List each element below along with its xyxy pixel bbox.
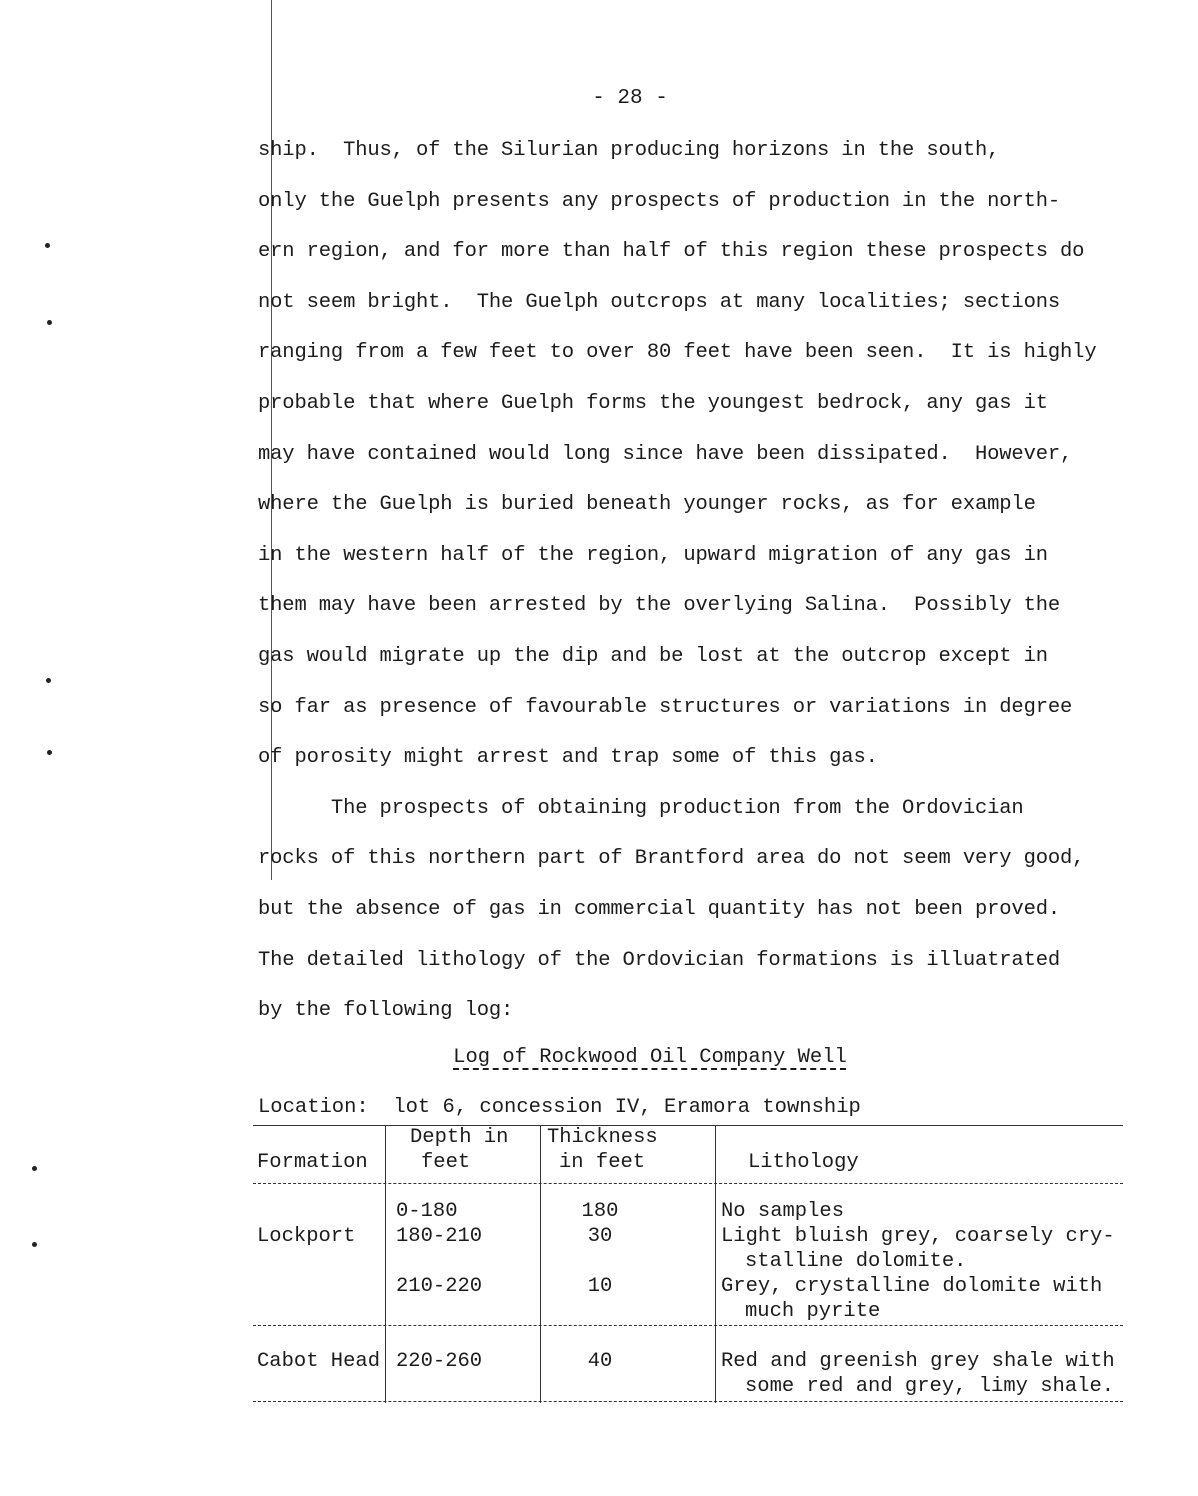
log-location: Location: lot 6, concession IV, Eramora township <box>258 1096 861 1119</box>
text-line: The detailed lithology of the Ordovician formations is illuatrated <box>258 948 1061 972</box>
lithology-cell: No samples <box>721 1200 845 1223</box>
header-formation: Formation <box>257 1151 368 1174</box>
text-line: ranging from a few feet to over 80 feet have been seen. It is highly <box>258 341 1097 365</box>
text-line: them may have been arrested by the overlying Salina. Possibly the <box>258 594 1061 618</box>
margin-speck <box>46 678 51 683</box>
margin-speck <box>47 750 52 755</box>
text-line: rocks of this northern part of Brantford area do not seem very good, <box>258 847 1085 871</box>
log-table <box>253 1125 1123 1403</box>
lithology-cell: Grey, crystalline dolomite with <box>721 1275 1103 1298</box>
thickness-cell: 10 <box>587 1275 613 1298</box>
header-thickness: in feet <box>559 1151 646 1174</box>
depth-cell: 0-180 <box>396 1200 458 1223</box>
header-rule <box>253 1183 1123 1184</box>
formation-cell: Lockport <box>257 1225 356 1248</box>
text-line: The prospects of obtaining production from the Ordovician <box>258 796 1024 820</box>
lithology-cell: Light bluish grey, coarsely cry- <box>721 1225 1115 1248</box>
group-rule <box>253 1325 1123 1326</box>
column-divider <box>715 1125 716 1403</box>
log-title-text: Log of Rockwood Oil Company Well <box>453 1046 847 1069</box>
thickness-cell: 180 <box>581 1200 619 1223</box>
thickness-cell: 30 <box>587 1225 613 1248</box>
margin-speck <box>47 320 52 325</box>
body-text <box>258 126 1158 1037</box>
column-divider <box>540 1125 541 1403</box>
text-line: may have contained would long since have been dissipated. However, <box>258 442 1073 466</box>
text-line: so far as presence of favourable structures or variations in degree <box>258 695 1073 719</box>
column-divider <box>385 1125 386 1403</box>
text-line: of porosity might arrest and trap some of this gas. <box>258 746 878 770</box>
header-depth: feet <box>421 1151 471 1174</box>
lithology-cell: much pyrite <box>745 1300 881 1323</box>
text-line: by the following log: <box>258 999 514 1023</box>
text-line: only the Guelph presents any prospects of production in the north- <box>258 189 1061 213</box>
text-line: in the western half of the region, upward migration of any gas in <box>258 543 1048 567</box>
lithology-cell: stalline dolomite. <box>745 1250 967 1273</box>
text-line: gas would migrate up the dip and be lost at the outcrop except in <box>258 644 1048 668</box>
page-number: - 28 - <box>592 87 668 110</box>
text-line: where the Guelph is buried beneath younger rocks, as for example <box>258 493 1036 517</box>
log-title <box>300 1046 1000 1069</box>
depth-cell: 180-210 <box>396 1225 483 1248</box>
text-line: not seem bright. The Guelph outcrops at many localities; sections <box>258 290 1061 314</box>
formation-cell: Cabot Head <box>257 1350 381 1373</box>
text-line: ship. Thus, of the Silurian producing horizons in the south, <box>258 139 1000 162</box>
header-depth: Depth in <box>410 1126 509 1149</box>
text-line: but the absence of gas in commercial quantity has not been proved. <box>258 897 1061 921</box>
depth-cell: 210-220 <box>396 1275 483 1298</box>
table-bottom-rule <box>253 1401 1123 1402</box>
thickness-cell: 40 <box>587 1350 613 1373</box>
lithology-cell: some red and grey, limy shale. <box>745 1375 1115 1398</box>
table-top-rule <box>253 1125 1123 1126</box>
margin-speck <box>32 1242 37 1247</box>
margin-speck <box>45 243 50 248</box>
margin-speck <box>32 1166 37 1171</box>
text-line: ern region, and for more than half of this region these prospects do <box>258 240 1085 264</box>
text-line: probable that where Guelph forms the youngest bedrock, any gas it <box>258 391 1048 415</box>
lithology-cell: Red and greenish grey shale with <box>721 1350 1115 1373</box>
header-lithology: Lithology <box>748 1151 859 1174</box>
depth-cell: 220-260 <box>396 1350 483 1373</box>
header-thickness: Thickness <box>547 1126 658 1149</box>
